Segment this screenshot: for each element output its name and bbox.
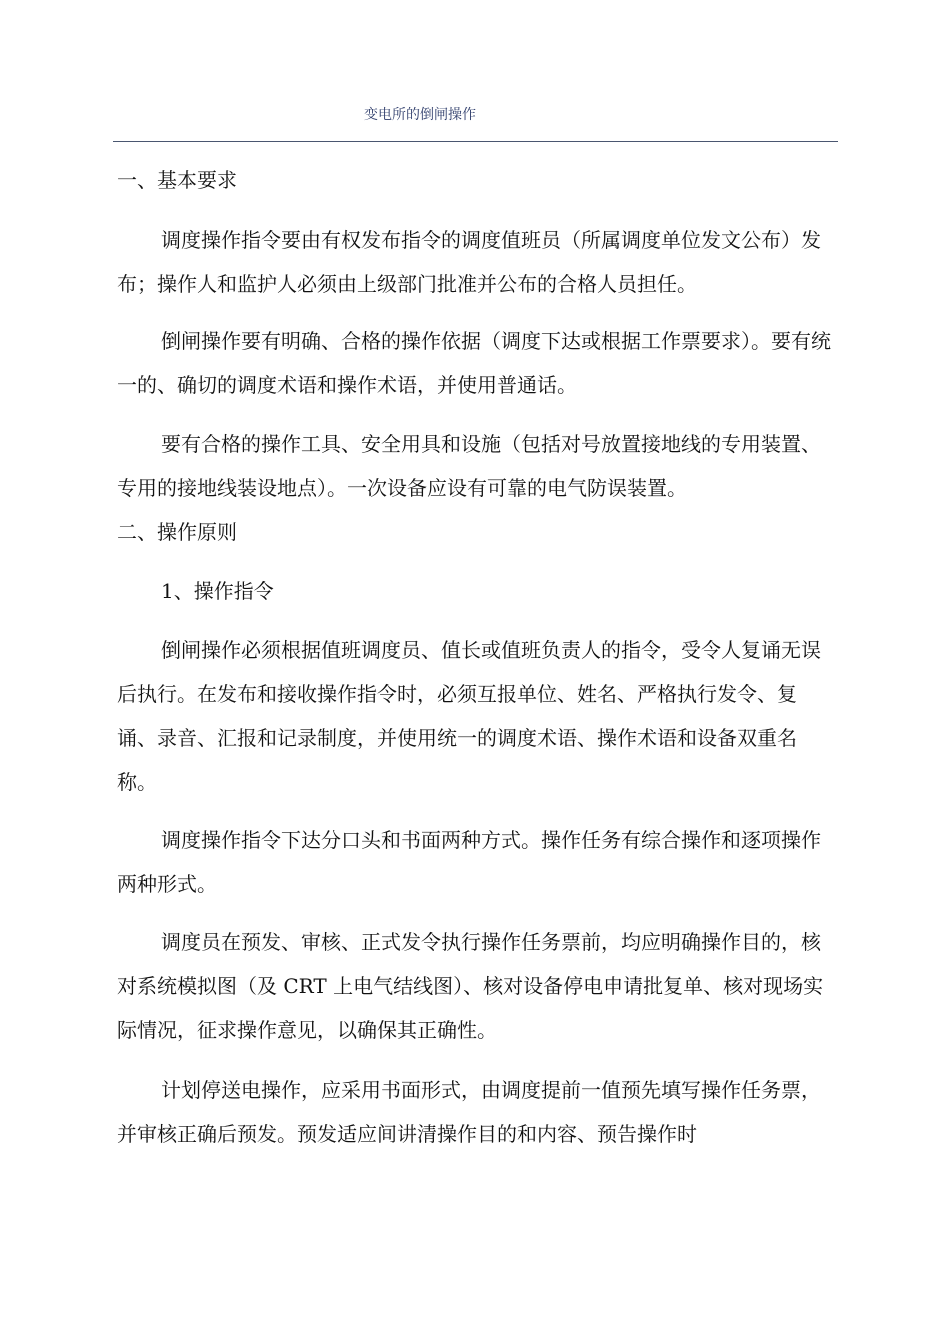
paragraph (117, 319, 835, 407)
section-2-subheading-1: 1、操作指令 (161, 579, 274, 603)
paragraph (117, 818, 835, 906)
section-2-paragraph-1: 倒闸操作必须根据值班调度员、值长或值班负责人的指令，受令人复诵无误后执行。在发布和接收操作指令时，必须互报单位、姓名、严格执行发令、复诵、录音、汇报和记录制度，并使用统一的调度术语、操作术语和设备双重名称。 (117, 638, 821, 794)
section-1-paragraph-3: 要有合格的操作工具、安全用具和设施（包括对号放置接地线的专用装置、专用的接地线装设地点）。一次设备应设有可靠的电气防误装置。 (117, 432, 821, 500)
paragraph (117, 920, 835, 1052)
paragraph-group (117, 422, 835, 554)
section-2-paragraph-2: 调度操作指令下达分口头和书面两种方式。操作任务有综合操作和逐项操作两种形式。 (117, 828, 821, 896)
section-1-paragraph-1: 调度操作指令要由有权发布指令的调度值班员（所属调度单位发文公布）发布；操作人和监护人必须由上级部门批准并公布的合格人员担任。 (117, 228, 821, 296)
section-2-paragraph-3: 调度员在预发、审核、正式发令执行操作任务票前，均应明确操作目的，核对系统模拟图（及 CRT 上电气结线图）、核对设备停电申请批复单、核对现场实际情况，征求操作意见，以确保其正确性。 (117, 930, 824, 1042)
subheading (117, 569, 835, 613)
section-2-paragraph-4: 计划停送电操作，应采用书面形式，由调度提前一值预先填写操作任务票，并审核正确后预发。预发适应间讲清操作目的和内容、预告操作时 (117, 1078, 821, 1146)
header-divider (113, 141, 838, 142)
paragraph (117, 628, 835, 804)
section-heading (117, 158, 835, 202)
section-2-heading: 二、操作原则 (117, 520, 237, 544)
section-1-paragraph-2: 倒闸操作要有明确、合格的操作依据（调度下达或根据工作票要求）。要有统一的、确切的调度术语和操作术语，并使用普通话。 (117, 329, 831, 397)
paragraph (117, 218, 835, 306)
paragraph (117, 1068, 835, 1156)
section-1-heading: 一、基本要求 (117, 168, 237, 192)
page-header-title: 变电所的倒闸操作 (364, 107, 476, 123)
